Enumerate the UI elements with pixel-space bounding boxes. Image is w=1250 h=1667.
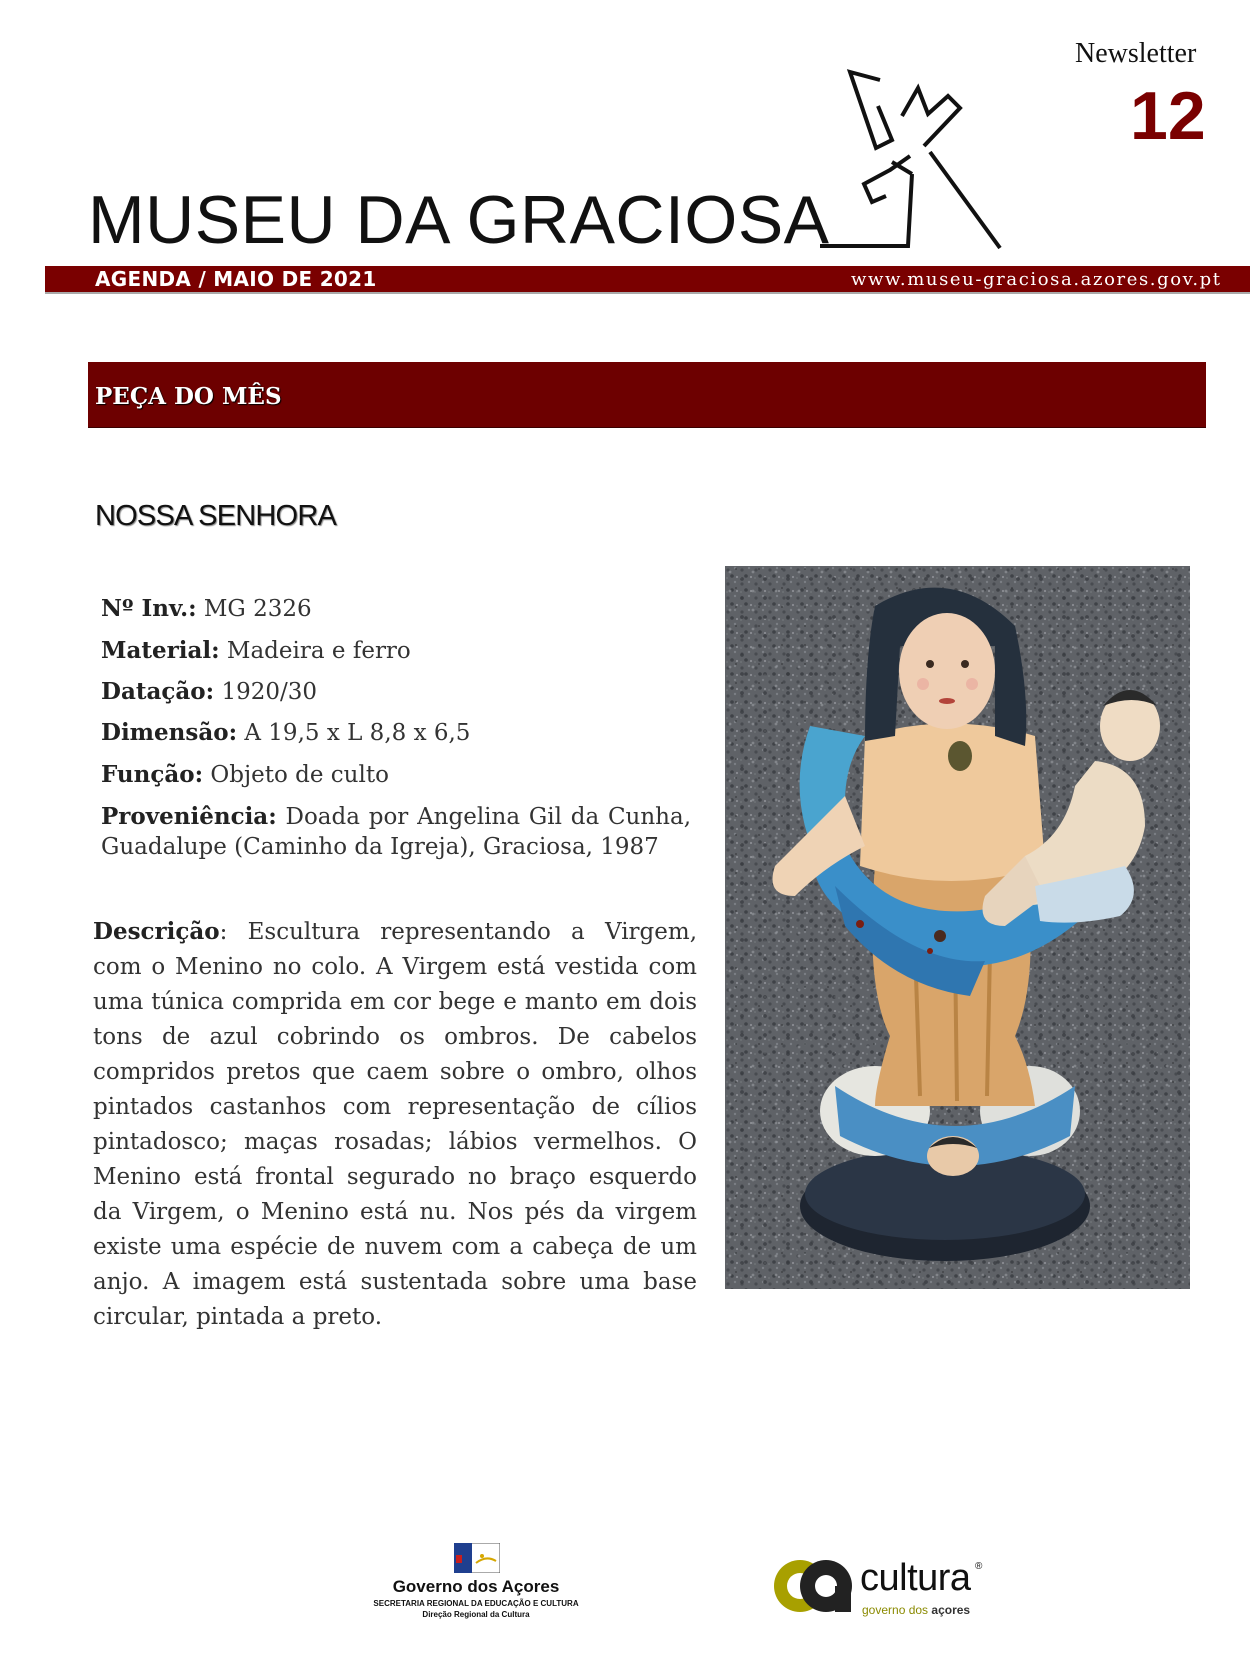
field-value: Madeira e ferro xyxy=(226,638,411,664)
government-name: Governo dos Açores xyxy=(392,1577,560,1596)
registered-mark: ® xyxy=(975,1561,983,1572)
culture-subtitle xyxy=(862,1603,970,1617)
windmill-logo-icon xyxy=(820,66,1010,256)
culture-mark-icon xyxy=(770,1553,860,1619)
field-label: Dimensão: xyxy=(101,719,238,746)
issue-number: 12 xyxy=(1130,78,1206,154)
field-inventory xyxy=(101,594,691,624)
directorate-name: Direção Regional da Cultura xyxy=(422,1610,530,1619)
newsletter-label: Newsletter xyxy=(1075,38,1197,69)
field-label: Material: xyxy=(101,637,220,664)
azores-flag-icon xyxy=(454,1543,500,1573)
description-text: : Escultura representando a Virgem, com o Menino no colo. A Virgem está vestida com uma túnica comprida em cor bege e manto em dois tons de azul cobrindo os ombros. De cabelos compridos pretos que caem sobre o ombro, olhos pintados castanhos com representação de cílios pintadosco; maças rosadas; lábios vermelhos. O Menino está frontal segurado no braço esquerdo da Virgem, o Menino está nu. Nos pés da virgem existe uma espécie de nuvem com a cabeça de um anjo. A imagem está sustentada sobre uma base circular, pintada a preto. xyxy=(93,919,697,1330)
agenda-label: AGENDA / MAIO DE 2021 xyxy=(95,267,377,291)
field-value: 1920/30 xyxy=(221,679,317,705)
museum-title: MUSEU DA GRACIOSA xyxy=(88,182,830,258)
secretariat-name: SECRETARIA REGIONAL DA EDUCAÇÃO E CULTURA xyxy=(373,1599,579,1608)
culture-word: cultura xyxy=(860,1557,971,1599)
field-label: Proveniência: xyxy=(101,803,277,830)
field-label: Datação: xyxy=(101,678,215,705)
field-provenance xyxy=(101,802,691,862)
field-value: A 19,5 x L 8,8 x 6,5 xyxy=(244,720,471,746)
field-function xyxy=(101,760,691,790)
section-title: PEÇA DO MÊS xyxy=(95,383,282,410)
sculpture-photo xyxy=(725,566,1190,1289)
field-value: Objeto de culto xyxy=(210,762,389,788)
field-label: Função: xyxy=(101,761,204,788)
description xyxy=(93,914,697,1335)
field-value: MG 2326 xyxy=(203,596,312,622)
field-dimension xyxy=(101,718,691,748)
website-link[interactable]: www.museu-graciosa.azores.gov.pt xyxy=(851,269,1222,290)
description-label: Descrição xyxy=(93,918,220,945)
field-label: Nº Inv.: xyxy=(101,595,197,622)
government-logo xyxy=(364,1543,588,1625)
item-title: NOSSA SENHORA xyxy=(95,500,336,532)
culture-logo xyxy=(770,1553,990,1625)
culture-subtitle-bold: açores xyxy=(931,1603,971,1617)
field-dating xyxy=(101,677,691,707)
field-value: Doada por Angelina Gil da Cunha, Guadalupe (Caminho da Igreja), Graciosa, 1987 xyxy=(101,804,692,860)
culture-subtitle-prefix: governo dos xyxy=(862,1603,932,1617)
field-material xyxy=(101,636,691,666)
